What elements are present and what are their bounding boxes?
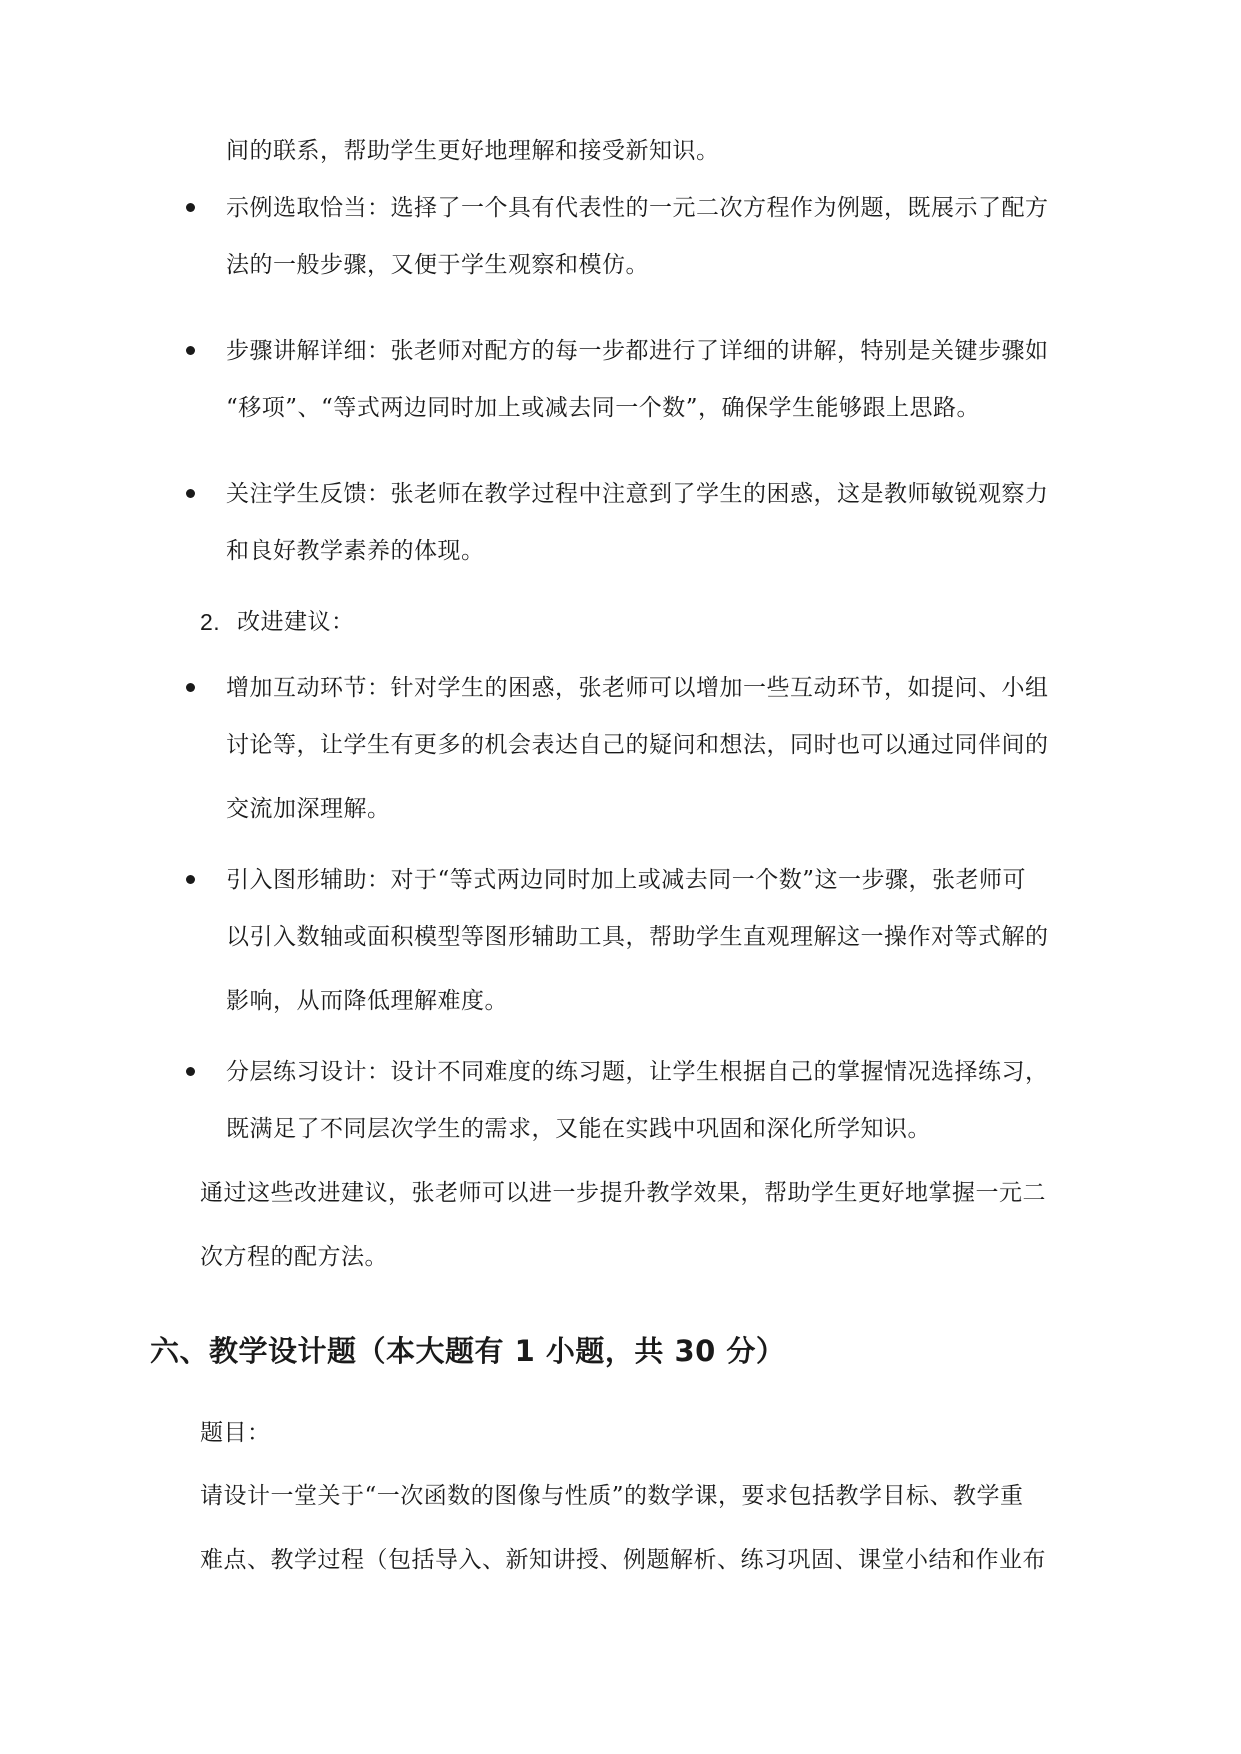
conclusion-paragraph: 通过这些改进建议，张老师可以进一步提升教学效果，帮助学生更好地掌握一元二 <box>200 1180 1046 1206</box>
bullet-dot <box>186 489 195 498</box>
bullet-item-text: 引入图形辅助：对于“等式两边同时加上或减去同一个数”这一步骤，张老师可 <box>226 867 1027 893</box>
bullet-dot <box>186 683 195 692</box>
section-number: 2. <box>200 609 221 635</box>
bullet-dot <box>186 1067 195 1076</box>
bullet-item-text: 法的一般步骤，又便于学生观察和模仿。 <box>226 252 649 278</box>
conclusion-paragraph: 次方程的配方法。 <box>200 1244 388 1270</box>
bullet-dot <box>186 875 195 884</box>
bullet-dot <box>186 346 195 355</box>
question-text: 请设计一堂关于“一次函数的图像与性质”的数学课，要求包括教学目标、教学重 <box>200 1483 1024 1509</box>
section-label: 改进建议： <box>237 609 355 635</box>
bullet-item-text: 既满足了不同层次学生的需求，又能在实践中巩固和深化所学知识。 <box>226 1116 931 1142</box>
bullet-item-text: 和良好教学素养的体现。 <box>226 538 485 564</box>
bullet-item-text: 影响，从而降低理解难度。 <box>226 988 508 1014</box>
paragraph-line: 间的联系，帮助学生更好地理解和接受新知识。 <box>226 138 720 164</box>
question-label: 题目： <box>200 1420 271 1446</box>
bullet-item-text: 步骤讲解详细：张老师对配方的每一步都进行了详细的讲解，特别是关键步骤如 <box>226 338 1049 364</box>
bullet-item-text: 讨论等，让学生有更多的机会表达自己的疑问和想法，同时也可以通过同伴间的 <box>226 732 1049 758</box>
bullet-item-text: 示例选取恰当：选择了一个具有代表性的一元二次方程作为例题，既展示了配方 <box>226 195 1049 221</box>
bullet-item-text: “移项”、“等式两边同时加上或减去同一个数”，确保学生能够跟上思路。 <box>226 395 981 421</box>
bullet-dot <box>186 203 195 212</box>
section-heading: 六、教学设计题（本大题有 1 小题，共 30 分） <box>150 1334 786 1368</box>
bullet-item-text: 以引入数轴或面积模型等图形辅助工具，帮助学生直观理解这一操作对等式解的 <box>226 924 1049 950</box>
question-text: 难点、教学过程（包括导入、新知讲授、例题解析、练习巩固、课堂小结和作业布 <box>200 1547 1046 1573</box>
bullet-item-text: 交流加深理解。 <box>226 796 391 822</box>
bullet-item-text: 分层练习设计：设计不同难度的练习题，让学生根据自己的掌握情况选择练习， <box>226 1059 1049 1085</box>
bullet-item-text: 关注学生反馈：张老师在教学过程中注意到了学生的困惑，这是教师敏锐观察力 <box>226 481 1049 507</box>
bullet-item-text: 增加互动环节：针对学生的困惑，张老师可以增加一些互动环节，如提问、小组 <box>226 675 1049 701</box>
